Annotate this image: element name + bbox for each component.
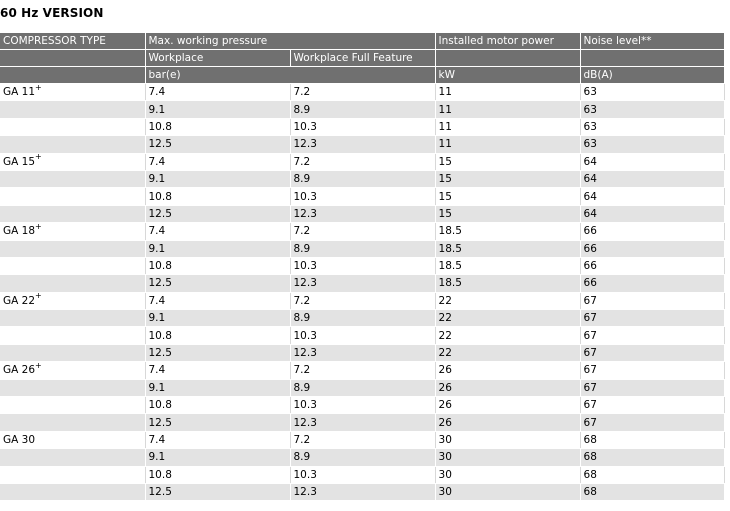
workplace-ff-pressure-cell: 7.2 (290, 84, 435, 101)
header-max-pressure: Max. working pressure (145, 33, 435, 50)
motor-power-cell: 11 (435, 84, 580, 101)
motor-power-cell: 26 (435, 362, 580, 379)
noise-level-cell: 67 (580, 414, 724, 431)
noise-level-cell: 68 (580, 466, 724, 483)
compressor-type-cell (0, 362, 145, 379)
compressor-type-cell (0, 170, 145, 187)
motor-power-cell: 26 (435, 414, 580, 431)
compressor-type-cell (0, 344, 145, 361)
motor-power-cell: 30 (435, 431, 580, 448)
model-superscript: + (35, 83, 42, 92)
table-row (0, 310, 724, 327)
compressor-type-cell (0, 414, 145, 431)
noise-level-cell: 66 (580, 257, 724, 274)
workplace-pressure-cell: 7.4 (145, 223, 290, 240)
compressor-type-cell (0, 118, 145, 135)
workplace-ff-pressure-cell: 8.9 (290, 310, 435, 327)
compressor-type-cell (0, 205, 145, 222)
compressor-type-cell (0, 84, 145, 101)
workplace-pressure-cell: 9.1 (145, 449, 290, 466)
motor-power-cell: 22 (435, 344, 580, 361)
table-row (0, 275, 724, 292)
table-row (0, 466, 724, 483)
workplace-ff-pressure-cell: 8.9 (290, 170, 435, 187)
table-row (0, 223, 724, 240)
workplace-ff-pressure-cell: 10.3 (290, 188, 435, 205)
motor-power-cell: 18.5 (435, 257, 580, 274)
workplace-pressure-cell: 9.1 (145, 310, 290, 327)
noise-level-cell: 64 (580, 188, 724, 205)
workplace-pressure-cell: 12.5 (145, 275, 290, 292)
table-row (0, 84, 724, 101)
noise-level-cell: 67 (580, 362, 724, 379)
spec-table (0, 33, 725, 501)
workplace-ff-pressure-cell: 8.9 (290, 101, 435, 118)
model-superscript: + (35, 222, 42, 231)
noise-level-cell: 63 (580, 101, 724, 118)
workplace-pressure-cell: 7.4 (145, 84, 290, 101)
table-row (0, 257, 724, 274)
workplace-ff-pressure-cell: 12.3 (290, 275, 435, 292)
workplace-pressure-cell: 7.4 (145, 431, 290, 448)
table-row (0, 344, 724, 361)
motor-power-cell: 15 (435, 188, 580, 205)
table-row (0, 414, 724, 431)
motor-power-cell: 30 (435, 466, 580, 483)
noise-level-cell: 66 (580, 223, 724, 240)
motor-power-cell: 18.5 (435, 275, 580, 292)
motor-power-cell: 15 (435, 170, 580, 187)
noise-level-cell: 67 (580, 327, 724, 344)
table-row (0, 483, 724, 500)
model-superscript: + (35, 361, 42, 370)
noise-level-cell: 64 (580, 170, 724, 187)
motor-power-cell: 15 (435, 205, 580, 222)
noise-level-cell: 67 (580, 379, 724, 396)
workplace-pressure-cell: 10.8 (145, 397, 290, 414)
header-workplace: Workplace (145, 50, 290, 67)
workplace-ff-pressure-cell: 8.9 (290, 240, 435, 257)
workplace-ff-pressure-cell: 12.3 (290, 205, 435, 222)
model-superscript: + (35, 153, 42, 162)
model-superscript: + (35, 292, 42, 301)
compressor-type-cell (0, 379, 145, 396)
workplace-pressure-cell: 10.8 (145, 118, 290, 135)
workplace-ff-pressure-cell: 7.2 (290, 362, 435, 379)
header-workplace-ff: Workplace Full Feature (290, 50, 435, 67)
table-row (0, 101, 724, 118)
table-row (0, 431, 724, 448)
workplace-pressure-cell: 10.8 (145, 257, 290, 274)
motor-power-cell: 18.5 (435, 240, 580, 257)
model-name: GA 18 (3, 225, 36, 238)
header-unit-noise: dB(A) (580, 67, 724, 84)
compressor-type-cell (0, 257, 145, 274)
compressor-type-cell (0, 466, 145, 483)
header-empty (0, 67, 145, 84)
noise-level-cell: 67 (580, 344, 724, 361)
model-name: GA 26 (3, 364, 36, 377)
table-row (0, 327, 724, 344)
compressor-type-cell (0, 327, 145, 344)
header-compressor-type: COMPRESSOR TYPE (0, 33, 145, 50)
motor-power-cell: 22 (435, 327, 580, 344)
workplace-pressure-cell: 7.4 (145, 362, 290, 379)
compressor-type-cell (0, 397, 145, 414)
workplace-pressure-cell: 10.8 (145, 466, 290, 483)
noise-level-cell: 66 (580, 275, 724, 292)
table-row (0, 188, 724, 205)
workplace-ff-pressure-cell: 7.2 (290, 223, 435, 240)
workplace-pressure-cell: 10.8 (145, 327, 290, 344)
workplace-ff-pressure-cell: 10.3 (290, 397, 435, 414)
header-empty (435, 50, 580, 67)
workplace-pressure-cell: 7.4 (145, 153, 290, 170)
motor-power-cell: 30 (435, 483, 580, 500)
noise-level-cell: 67 (580, 397, 724, 414)
motor-power-cell: 11 (435, 101, 580, 118)
workplace-ff-pressure-cell: 7.2 (290, 292, 435, 309)
table-row (0, 397, 724, 414)
workplace-ff-pressure-cell: 10.3 (290, 118, 435, 135)
page-title: 60 Hz VERSION (0, 6, 104, 20)
table-row (0, 153, 724, 170)
compressor-type-cell (0, 136, 145, 153)
table-row (0, 449, 724, 466)
header-noise-level: Noise level** (580, 33, 724, 50)
workplace-pressure-cell: 10.8 (145, 188, 290, 205)
motor-power-cell: 26 (435, 397, 580, 414)
workplace-ff-pressure-cell: 8.9 (290, 449, 435, 466)
model-name: GA 30 (3, 434, 36, 446)
workplace-pressure-cell: 9.1 (145, 379, 290, 396)
table-row (0, 118, 724, 135)
workplace-pressure-cell: 12.5 (145, 344, 290, 361)
table-row (0, 292, 724, 309)
compressor-type-cell (0, 431, 145, 448)
workplace-ff-pressure-cell: 12.3 (290, 483, 435, 500)
table-row (0, 136, 724, 153)
table-row (0, 379, 724, 396)
workplace-ff-pressure-cell: 12.3 (290, 414, 435, 431)
noise-level-cell: 63 (580, 118, 724, 135)
header-motor-power: Installed motor power (435, 33, 580, 50)
motor-power-cell: 26 (435, 379, 580, 396)
noise-level-cell: 64 (580, 205, 724, 222)
model-name: GA 22 (3, 294, 36, 307)
workplace-ff-pressure-cell: 10.3 (290, 327, 435, 344)
compressor-type-cell (0, 292, 145, 309)
header-empty (580, 50, 724, 67)
workplace-ff-pressure-cell: 12.3 (290, 344, 435, 361)
noise-level-cell: 68 (580, 431, 724, 448)
table-body (0, 84, 724, 501)
table-row (0, 205, 724, 222)
compressor-type-cell (0, 188, 145, 205)
motor-power-cell: 30 (435, 449, 580, 466)
compressor-type-cell (0, 153, 145, 170)
compressor-type-cell (0, 101, 145, 118)
header-empty (0, 50, 145, 67)
workplace-pressure-cell: 12.5 (145, 483, 290, 500)
motor-power-cell: 11 (435, 118, 580, 135)
workplace-ff-pressure-cell: 12.3 (290, 136, 435, 153)
noise-level-cell: 68 (580, 483, 724, 500)
workplace-ff-pressure-cell: 10.3 (290, 466, 435, 483)
workplace-pressure-cell: 9.1 (145, 240, 290, 257)
table-row (0, 362, 724, 379)
compressor-type-cell (0, 275, 145, 292)
noise-level-cell: 67 (580, 292, 724, 309)
workplace-pressure-cell: 12.5 (145, 205, 290, 222)
workplace-pressure-cell: 9.1 (145, 101, 290, 118)
compressor-type-cell (0, 449, 145, 466)
table-row (0, 170, 724, 187)
motor-power-cell: 18.5 (435, 223, 580, 240)
workplace-ff-pressure-cell: 7.2 (290, 431, 435, 448)
compressor-type-cell (0, 223, 145, 240)
noise-level-cell: 64 (580, 153, 724, 170)
workplace-pressure-cell: 7.4 (145, 292, 290, 309)
workplace-ff-pressure-cell: 8.9 (290, 379, 435, 396)
compressor-type-cell (0, 483, 145, 500)
noise-level-cell: 63 (580, 84, 724, 101)
motor-power-cell: 22 (435, 310, 580, 327)
table-row (0, 240, 724, 257)
model-name: GA 15 (3, 155, 36, 168)
model-name: GA 11 (3, 86, 36, 99)
header-unit-pressure: bar(e) (145, 67, 435, 84)
motor-power-cell: 11 (435, 136, 580, 153)
workplace-pressure-cell: 9.1 (145, 170, 290, 187)
noise-level-cell: 67 (580, 310, 724, 327)
workplace-pressure-cell: 12.5 (145, 136, 290, 153)
header-unit-power: kW (435, 67, 580, 84)
noise-level-cell: 63 (580, 136, 724, 153)
compressor-type-cell (0, 310, 145, 327)
workplace-pressure-cell: 12.5 (145, 414, 290, 431)
noise-level-cell: 68 (580, 449, 724, 466)
workplace-ff-pressure-cell: 7.2 (290, 153, 435, 170)
table-header (0, 33, 724, 84)
motor-power-cell: 22 (435, 292, 580, 309)
noise-level-cell: 66 (580, 240, 724, 257)
compressor-type-cell (0, 240, 145, 257)
motor-power-cell: 15 (435, 153, 580, 170)
workplace-ff-pressure-cell: 10.3 (290, 257, 435, 274)
